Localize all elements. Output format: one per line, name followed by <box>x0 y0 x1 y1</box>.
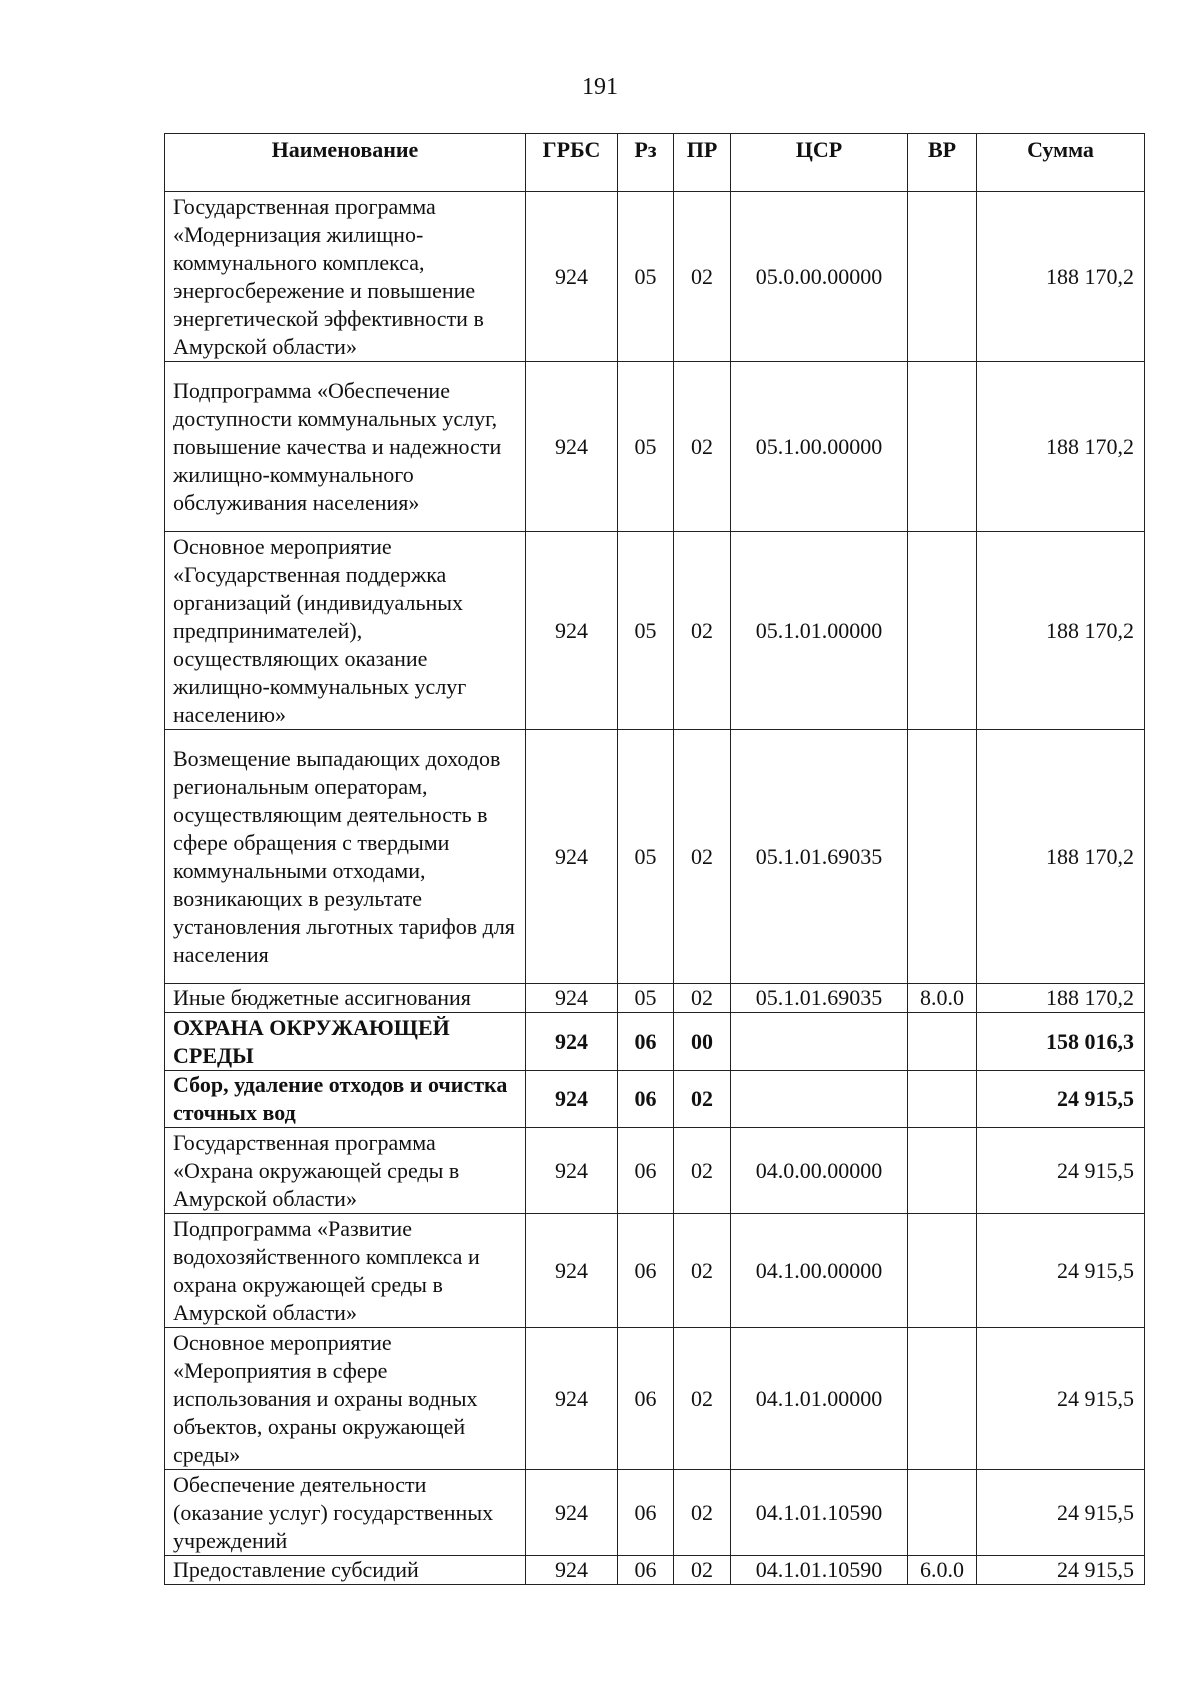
table-row <box>165 1071 1145 1128</box>
table-row <box>165 1470 1145 1556</box>
row-grbs: 924 <box>526 1556 618 1585</box>
row-rz: 05 <box>618 984 674 1013</box>
row-vr <box>908 362 977 532</box>
row-csr: 05.0.00.00000 <box>731 192 908 362</box>
row-vr <box>908 1013 977 1071</box>
table-row <box>165 1556 1145 1585</box>
header-csr: ЦСР <box>731 134 908 192</box>
row-csr: 05.1.01.69035 <box>731 730 908 984</box>
table-header-row <box>165 134 1145 192</box>
row-name: Государственная программа «Модернизация жилищно-коммунального комплекса, энергосбережение и повышение энергетической эффективности в Амурской области» <box>165 192 526 362</box>
row-rz: 05 <box>618 532 674 730</box>
table-row <box>165 192 1145 362</box>
row-grbs: 924 <box>526 362 618 532</box>
table-row <box>165 532 1145 730</box>
row-vr <box>908 192 977 362</box>
row-grbs: 924 <box>526 984 618 1013</box>
row-sum: 24 915,5 <box>977 1071 1145 1128</box>
row-csr: 05.1.01.00000 <box>731 532 908 730</box>
table-row <box>165 1128 1145 1214</box>
row-csr: 04.1.01.10590 <box>731 1470 908 1556</box>
row-name: Предоставление субсидий <box>165 1556 526 1585</box>
row-csr: 04.0.00.00000 <box>731 1128 908 1214</box>
row-grbs: 924 <box>526 1214 618 1328</box>
budget-table <box>164 133 1145 1585</box>
row-name: Подпрограмма «Развитие водохозяйственного комплекса и охрана окружающей среды в Амурской области» <box>165 1214 526 1328</box>
row-rz: 05 <box>618 362 674 532</box>
row-rz: 05 <box>618 192 674 362</box>
row-grbs: 924 <box>526 1071 618 1128</box>
row-name: Основное мероприятие «Мероприятия в сфере использования и охраны водных объектов, охраны окружающей среды» <box>165 1328 526 1470</box>
row-vr <box>908 730 977 984</box>
row-rz: 06 <box>618 1556 674 1585</box>
row-sum: 24 915,5 <box>977 1328 1145 1470</box>
row-pr: 02 <box>674 1328 731 1470</box>
row-vr <box>908 1071 977 1128</box>
row-vr <box>908 1128 977 1214</box>
row-csr: 04.1.01.00000 <box>731 1328 908 1470</box>
row-csr: 04.1.00.00000 <box>731 1214 908 1328</box>
row-name: Сбор, удаление отходов и очистка сточных вод <box>165 1071 526 1128</box>
table-row <box>165 1013 1145 1071</box>
row-sum: 24 915,5 <box>977 1556 1145 1585</box>
row-csr: 05.1.00.00000 <box>731 362 908 532</box>
header-grbs: ГРБС <box>526 134 618 192</box>
row-csr <box>731 1071 908 1128</box>
row-csr: 04.1.01.10590 <box>731 1556 908 1585</box>
row-pr: 02 <box>674 984 731 1013</box>
row-pr: 02 <box>674 1470 731 1556</box>
row-name: Возмещение выпадающих доходов региональным операторам, осуществляющим деятельность в сфере обращения с твердыми коммунальными отходами, возникающих в результате установления льготных тарифов для населения <box>165 730 526 984</box>
row-sum: 188 170,2 <box>977 532 1145 730</box>
row-rz: 06 <box>618 1470 674 1556</box>
row-grbs: 924 <box>526 730 618 984</box>
row-pr: 02 <box>674 362 731 532</box>
row-grbs: 924 <box>526 1328 618 1470</box>
row-pr: 00 <box>674 1013 731 1071</box>
row-rz: 06 <box>618 1214 674 1328</box>
row-rz: 05 <box>618 730 674 984</box>
row-sum: 188 170,2 <box>977 984 1145 1013</box>
row-grbs: 924 <box>526 1013 618 1071</box>
row-rz: 06 <box>618 1071 674 1128</box>
row-vr: 8.0.0 <box>908 984 977 1013</box>
table-row <box>165 362 1145 532</box>
row-sum: 24 915,5 <box>977 1214 1145 1328</box>
row-pr: 02 <box>674 1071 731 1128</box>
row-sum: 158 016,3 <box>977 1013 1145 1071</box>
header-vr: ВР <box>908 134 977 192</box>
row-sum: 188 170,2 <box>977 192 1145 362</box>
table-row <box>165 1328 1145 1470</box>
row-pr: 02 <box>674 730 731 984</box>
row-vr <box>908 1328 977 1470</box>
row-pr: 02 <box>674 1128 731 1214</box>
row-rz: 06 <box>618 1128 674 1214</box>
row-vr: 6.0.0 <box>908 1556 977 1585</box>
row-sum: 24 915,5 <box>977 1470 1145 1556</box>
header-rz: Рз <box>618 134 674 192</box>
row-csr <box>731 1013 908 1071</box>
row-sum: 24 915,5 <box>977 1128 1145 1214</box>
row-vr <box>908 1470 977 1556</box>
row-rz: 06 <box>618 1328 674 1470</box>
row-name: Иные бюджетные ассигнования <box>165 984 526 1013</box>
header-name: Наименование <box>165 134 526 192</box>
row-csr: 05.1.01.69035 <box>731 984 908 1013</box>
row-pr: 02 <box>674 192 731 362</box>
header-sum: Сумма <box>977 134 1145 192</box>
row-pr: 02 <box>674 1556 731 1585</box>
row-sum: 188 170,2 <box>977 362 1145 532</box>
row-name: ОХРАНА ОКРУЖАЮЩЕЙ СРЕДЫ <box>165 1013 526 1071</box>
table-row <box>165 984 1145 1013</box>
row-vr <box>908 1214 977 1328</box>
row-grbs: 924 <box>526 192 618 362</box>
table-row <box>165 730 1145 984</box>
row-grbs: 924 <box>526 1470 618 1556</box>
page-number: 191 <box>582 74 618 100</box>
row-name: Государственная программа «Охрана окружающей среды в Амурской области» <box>165 1128 526 1214</box>
row-rz: 06 <box>618 1013 674 1071</box>
row-grbs: 924 <box>526 1128 618 1214</box>
row-grbs: 924 <box>526 532 618 730</box>
row-sum: 188 170,2 <box>977 730 1145 984</box>
row-pr: 02 <box>674 532 731 730</box>
row-vr <box>908 532 977 730</box>
row-name: Обеспечение деятельности (оказание услуг) государственных учреждений <box>165 1470 526 1556</box>
row-name: Основное мероприятие «Государственная поддержка организаций (индивидуальных предпринимателей), осуществляющих оказание жилищно-коммунальных услуг населению» <box>165 532 526 730</box>
header-pr: ПР <box>674 134 731 192</box>
table-row <box>165 1214 1145 1328</box>
row-pr: 02 <box>674 1214 731 1328</box>
row-name: Подпрограмма «Обеспечение доступности коммунальных услуг, повышение качества и надежности жилищно-коммунального обслуживания населения» <box>165 362 526 532</box>
